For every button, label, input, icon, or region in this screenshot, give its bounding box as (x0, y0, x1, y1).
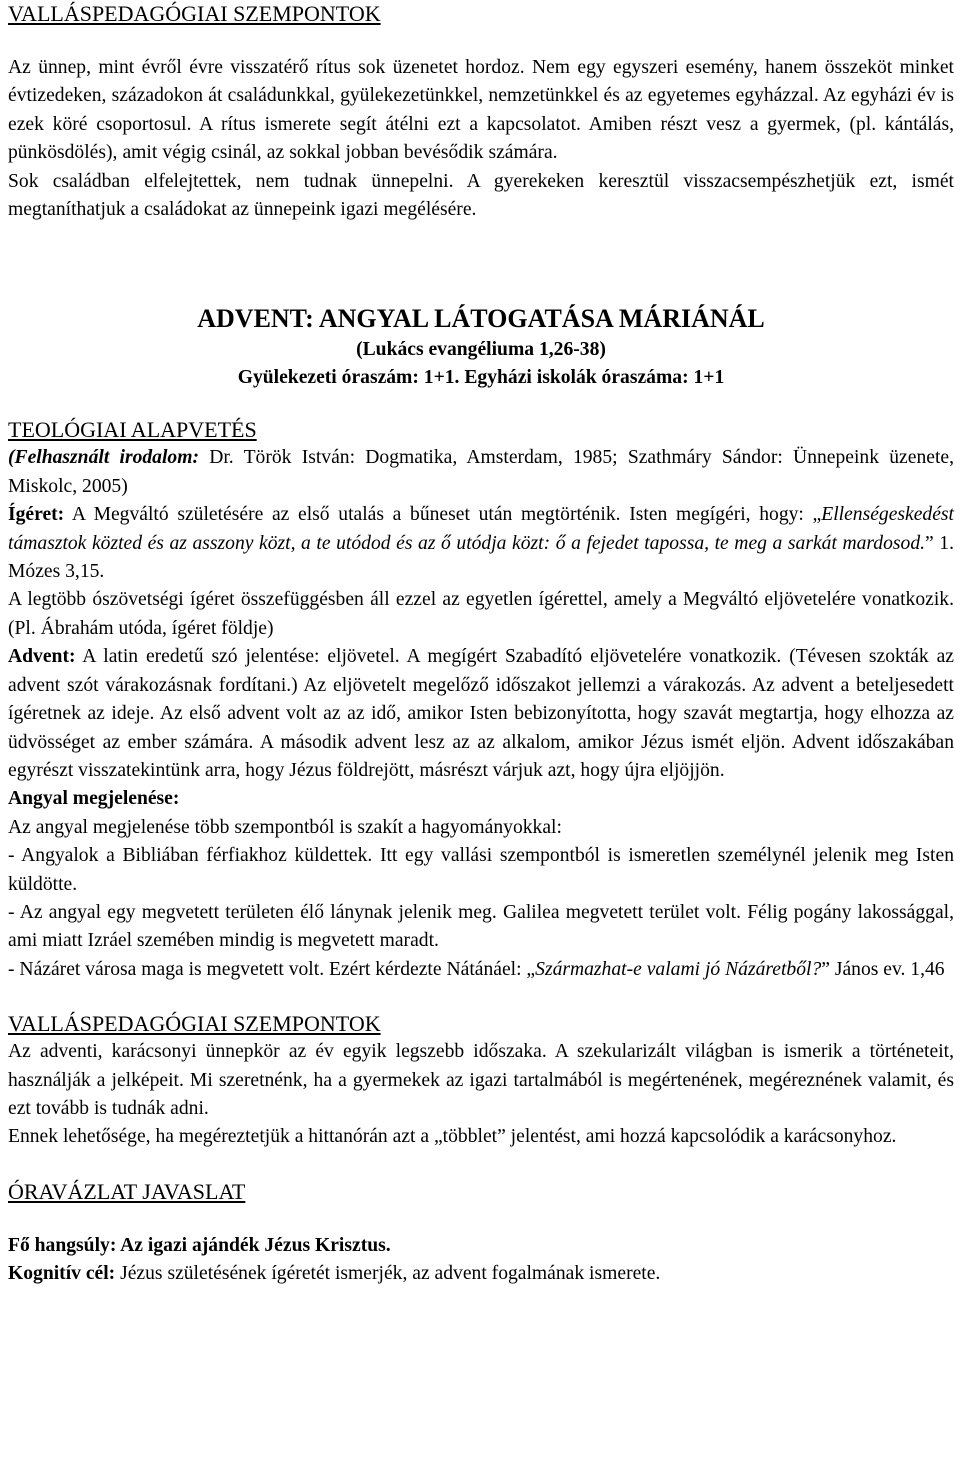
advent-label: Advent: (8, 646, 76, 668)
pedagogy-paragraph-1: Az ünnep, mint évről évre visszatérő rítus sok üzenetet hordoz. Nem egy egyszeri esemény, hanem összeköt minket évtizedeken, századokon át családunkkal, gyülekezetünkkel, nemzetünkkel és az egyetemes egyházzal. Az egyházi év is ezek köré csoportosul. A rítus ismerete segít átélni ezt a kapcsolatot. Amiben részt vesz a gyermek, (pl. kántálás, pünkösdölés), amit végig csinál, az sokkal jobban bevésődik számára. (8, 57, 954, 164)
lesson-title: ADVENT: ANGYAL LÁTOGATÁSA MÁRIÁNÁL (197, 304, 765, 334)
angel-item-1: - Angyalok a Bibliában férfiakhoz küldettek. Itt egy vallási szempontból is ismeretlen személynél jelenik meg Isten küldötte. (8, 845, 954, 895)
section-heading-theology: TEOLÓGIAI ALAPVETÉS (8, 417, 257, 443)
focus-text: Az igazi ajándék Jézus Krisztus. (116, 1234, 391, 1256)
section-heading-pedagogy-1: VALLÁSPEDAGÓGIAI SZEMPONTOK (8, 1, 381, 26)
pedagogy-paragraph-2: Sok családban elfelejtettek, nem tudnak ünnepelni. A gyerekeken keresztül visszacsempészhetjük ezt, ismét megtaníthatjuk a családokat az ünnepeink igazi megélésére. (8, 170, 954, 221)
angel-item-3-text: - Názáret városa maga is megvetett volt. Ezért kérdezte Nátánáel: „ (8, 958, 536, 980)
covenant-paragraph: A legtöbb ószövetségi ígéret összefüggésben áll ezzel az egyetlen ígérettel, amely a Megváltó eljövetelére vonatkozik. (Pl. Ábrahám utóda, ígéret földje) (8, 589, 954, 639)
pedagogy2-paragraph-1: Az adventi, karácsonyi ünnepkör az év egyik legszebb időszaka. A szekularizált világban is ismerik a történeteit, használják a jelképeit. Mi szeretnénk, ha a gyermekek az igazi tartalmából is megértenének, megéreznének valamit, és ezt tovább is tudnák adni. (8, 1041, 954, 1119)
angel-item-3 (8, 956, 954, 984)
focus-line (8, 1232, 954, 1260)
section-heading-pedagogy-2: VALLÁSPEDAGÓGIAI SZEMPONTOK (8, 1011, 381, 1037)
promise-paragraph (8, 501, 954, 586)
focus-label: Fő hangsúly: (8, 1234, 117, 1256)
advent-paragraph (8, 643, 954, 785)
angel-item-3-quote: Származhat-e valami jó Názáretből? (535, 958, 822, 980)
goal-text: Jézus születésének ígéretét ismerjék, az advent fogalmának ismerete. (115, 1263, 661, 1285)
literature-text: Dr. Török István: Dogmatika, Amsterdam, 1985; Szathmáry Sándor: Ünnepeink üzenete, Miskolc, 2005) (8, 447, 954, 497)
angel-item-3-reference: ” János ev. 1,46 (821, 958, 945, 980)
promise-label: Ígéret: (8, 504, 65, 526)
literature-paragraph (8, 444, 954, 501)
angel-heading (8, 785, 954, 813)
promise-quote: Ellenségeskedést támasztok közted és az asszony közt, a te utódod és az ő utódja közt: ő a fejedet tapossa, te meg a sarkát mardosod. (8, 504, 954, 554)
goal-line (8, 1260, 954, 1288)
pedagogy2-paragraph-2: Ennek lehetősége, ha megéreztetjük a hittanórán azt a „többlet” jelentést, ami hozzá kapcsolódik a karácsonyhoz. (8, 1126, 897, 1148)
document-page (8, 0, 954, 1289)
lesson-reference: (Lukács evangéliuma 1,26-38) (356, 339, 606, 361)
angel-label: Angyal megjelenése: (8, 788, 180, 810)
promise-reference: ” 1. Mózes 3,15. (8, 532, 954, 583)
angel-intro: Az angyal megjelenése több szempontból is szakít a hagyományokkal: (8, 816, 562, 838)
promise-text: A Megváltó születésére az első utalás a bűneset után megtörténik. Isten megígéri, hogy: „ (64, 504, 822, 526)
angel-item-2: - Az angyal egy megvetett területen élő lánynak jelenik meg. Galilea megvetett terület volt. Félig pogány lakossággal, ami miatt Izráel szemében mindig is megvetett maradt. (8, 901, 954, 952)
lesson-hours: Gyülekezeti óraszám: 1+1. Egyházi iskolák óraszáma: 1+1 (237, 367, 725, 389)
section-heading-outline: ÓRAVÁZLAT JAVASLAT (8, 1178, 246, 1204)
advent-text: A latin eredetű szó jelentése: eljövetel. A megígért Szabadító eljövetelére vonatkozik. (Tévesen szokták az advent szót várakozásnak fordítani.) Az eljövetelt megelőző időszakot jellemzi a várakozás. Az advent a beteljesedett ígéretnek az ideje. Az első advent volt az az idő, amikor Isten bebizonyította, hogy szavát megtartja, hogy elhozza az üdvösséget az ember számára. A második advent lesz az az alkalom, amikor Jézus ismét eljön. Advent időszakában egyrészt visszatekintünk arra, hogy Jézus földrejött, másrészt várjuk azt, hogy újra eljöjjön. (8, 646, 954, 781)
literature-label: (Felhasznált irodalom: (8, 447, 199, 469)
goal-label: Kognitív cél: (8, 1263, 116, 1285)
